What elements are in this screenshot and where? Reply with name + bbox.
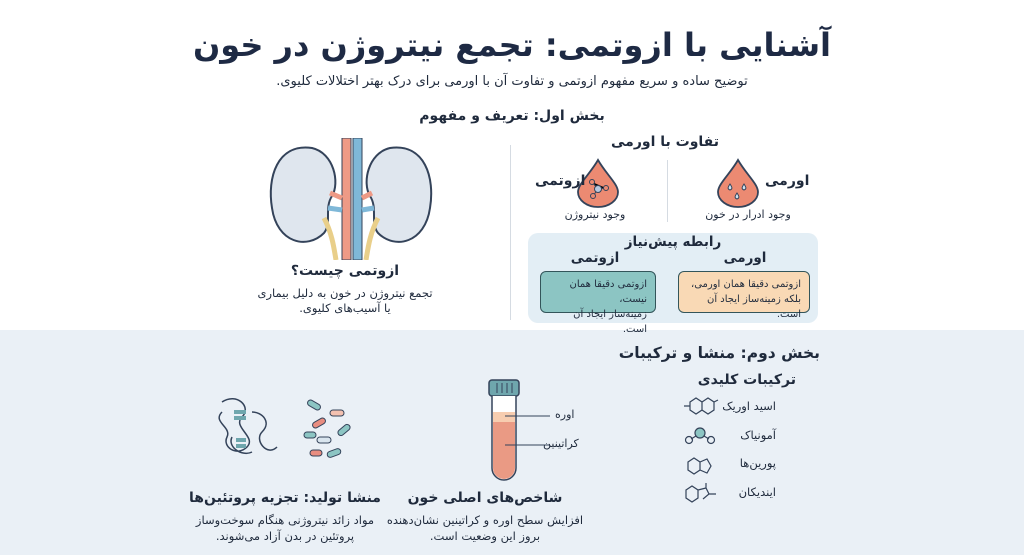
section2-heading: بخش دوم: منشا و ترکیبات	[618, 344, 820, 362]
compound-indican: ایندیکان	[738, 485, 776, 499]
origin-title: منشا تولید: تجزیه پروتئین‌ها	[189, 490, 381, 506]
azotemia-card	[540, 271, 656, 335]
compound-uric-acid: اسید اوریک	[722, 399, 776, 413]
relation-azotemia-label: ازوتمی	[570, 250, 620, 266]
indican-molecule-icon	[686, 483, 716, 502]
test-tube-icon	[485, 378, 555, 483]
divider	[667, 160, 668, 222]
text-line: زمینه‌ساز ایجاد آن است.	[573, 309, 647, 335]
text-line: بروز این وضعیت است.	[429, 529, 541, 543]
text-line: افزایش سطح اوره و کراتینین نشان‌دهنده	[386, 513, 584, 527]
page-title: آشنایی با ازوتمی: تجمع نیتروژن در خون	[192, 26, 832, 64]
text-line: یا آسیب‌های کلیوی.	[299, 301, 391, 315]
what-is-azotemia-title: ازوتمی چیست؟	[290, 263, 400, 279]
uremia-card	[678, 271, 810, 320]
uremia-label: اورمی	[765, 173, 810, 189]
compound-purines: پورین‌ها	[739, 456, 776, 470]
page-subtitle: توضیح ساده و سریع مفهوم ازوتمی و تفاوت آن با اورمی برای درک بهتر اختلالات کلیوی.	[276, 74, 748, 89]
compounds-title: ترکیبات کلیدی	[697, 372, 796, 388]
text-line: ازوتمی دقیقا همان اورمی،	[690, 279, 801, 290]
text-line: مواد زائد نیتروژنی هنگام سوخت‌وساز	[195, 513, 375, 527]
creatinine-label: کراتینین	[543, 437, 579, 450]
section1-heading: بخش اول: تعریف و مفهوم	[419, 108, 605, 124]
text-line: پروتئین در بدن آزاد می‌شوند.	[215, 529, 355, 543]
origin-text	[170, 512, 400, 544]
relation-title: رابطه پیش‌نیاز	[624, 234, 722, 250]
difference-title: تفاوت با اورمی	[610, 134, 719, 150]
what-is-azotemia-text	[235, 286, 455, 316]
ammonia-molecule-icon	[686, 428, 715, 444]
uremia-drop-icon	[716, 158, 760, 208]
markers-title: شاخص‌های اصلی خون	[407, 490, 563, 506]
uric-acid-molecule-icon	[684, 398, 718, 414]
urea-label: اوره	[555, 408, 575, 421]
text-line: بلکه زمینه‌ساز ایجاد آن است.	[707, 294, 801, 320]
uremia-caption: وجود ادرار در خون	[705, 208, 791, 221]
text-line: ازوتمی دقیقا همان نیست،	[569, 279, 647, 305]
relation-uremia-label: اورمی	[723, 250, 767, 266]
markers-text	[375, 512, 595, 544]
purine-molecule-icon	[688, 458, 711, 474]
text-line: تجمع نیتروژن در خون به دلیل بیماری	[257, 286, 433, 300]
compound-ammonia: آمونیاک	[740, 428, 776, 442]
protein-breakdown-illustration	[212, 392, 362, 467]
molecule-icons	[680, 390, 720, 505]
divider	[510, 145, 511, 320]
kidney-illustration	[262, 138, 440, 260]
azotemia-label: ازوتمی	[535, 173, 586, 189]
azotemia-caption: وجود نیتروژن	[564, 208, 626, 221]
